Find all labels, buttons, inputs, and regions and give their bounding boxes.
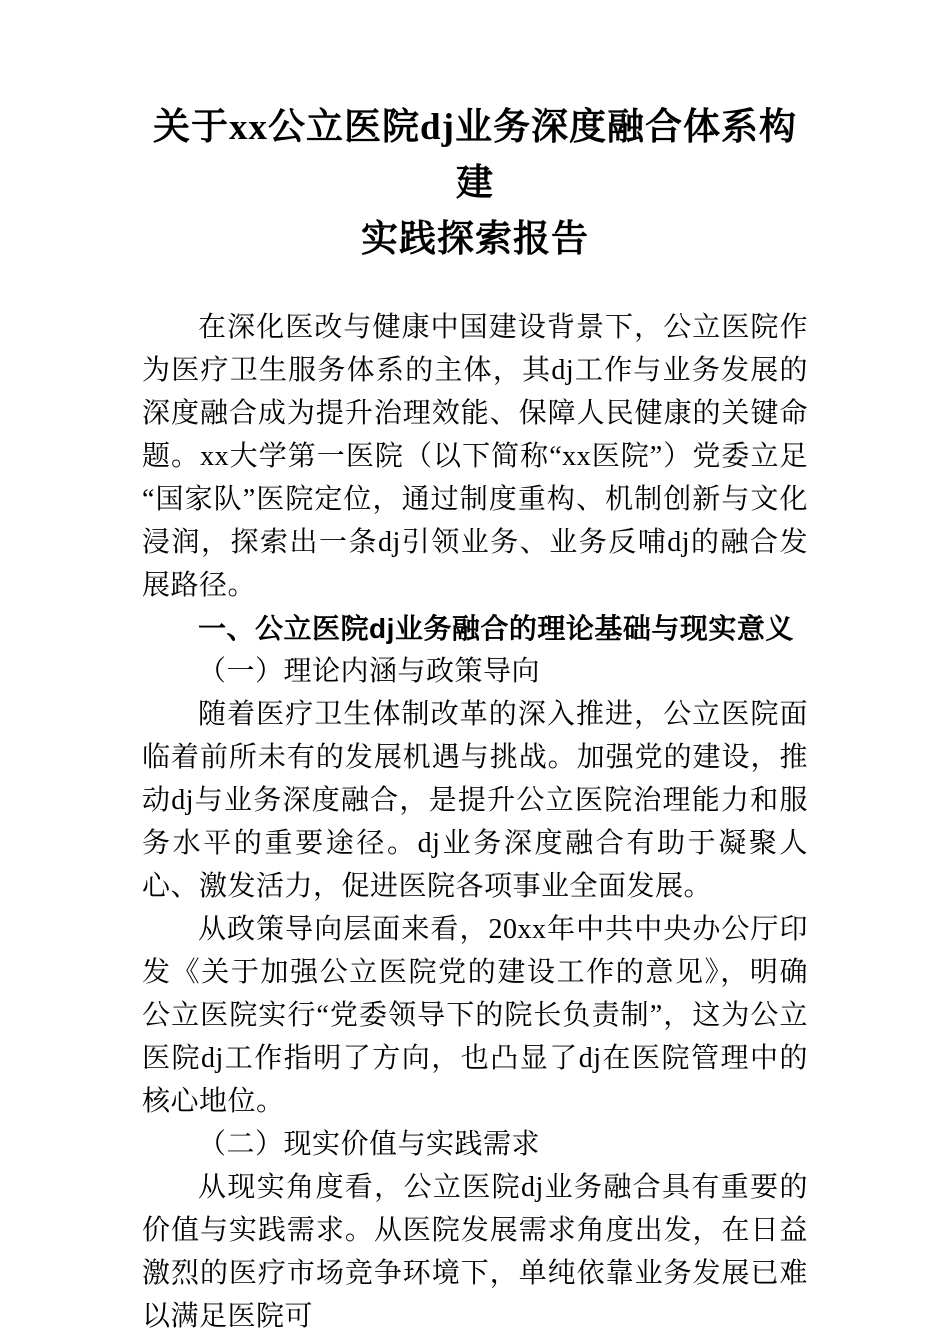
document-content	[0, 100, 950, 1338]
document-title-line-2: 实践探索报告	[361, 219, 589, 260]
document-title-line-1: 关于xx公立医院dj业务深度融合体系构建	[153, 107, 797, 204]
section-heading-1: 一、公立医院dj业务融合的理论基础与现实意义	[198, 613, 794, 644]
paragraph-theory-policy: 随着医疗卫生体制改革的深入推进，公立医院面临着前所未有的发展机遇与挑战。加强党的建设，推动dj与业务深度融合，是提升公立医院治理能力和服务水平的重要途径。dj业务深度融合有助于凝聚人心、激发活力，促进医院各项事业全面发展。	[142, 699, 808, 902]
paragraph-introduction: 在深化医改与健康中国建设背景下，公立医院作为医疗卫生服务体系的主体，其dj工作与业务发展的深度融合成为提升治理效能、保障人民健康的关键命题。xx大学第一医院（以下简称“xx医院”）党委立足“国家队”医院定位，通过制度重构、机制创新与文化浸润，探索出一条dj引领业务、业务反哺dj的融合发展路径。	[142, 312, 808, 601]
subsection-heading-1-1: （一）理论内涵与政策导向	[198, 656, 541, 687]
paragraph-policy-orientation: 从政策导向层面来看，20xx年中共中央办公厅印发《关于加强公立医院党的建设工作的意见》，明确公立医院实行“党委领导下的院长负责制”，这为公立医院dj工作指明了方向，也凸显了dj在医院管理中的核心地位。	[142, 914, 808, 1117]
document-title	[142, 100, 808, 268]
subsection-heading-1-2: （二）现实价值与实践需求	[198, 1129, 541, 1160]
paragraph-practical-value: 从现实角度看，公立医院dj业务融合具有重要的价值与实践需求。从医院发展需求角度出发，在日益激烈的医疗市场竞争环境下，单纯依靠业务发展已难以满足医院可	[142, 1172, 808, 1332]
